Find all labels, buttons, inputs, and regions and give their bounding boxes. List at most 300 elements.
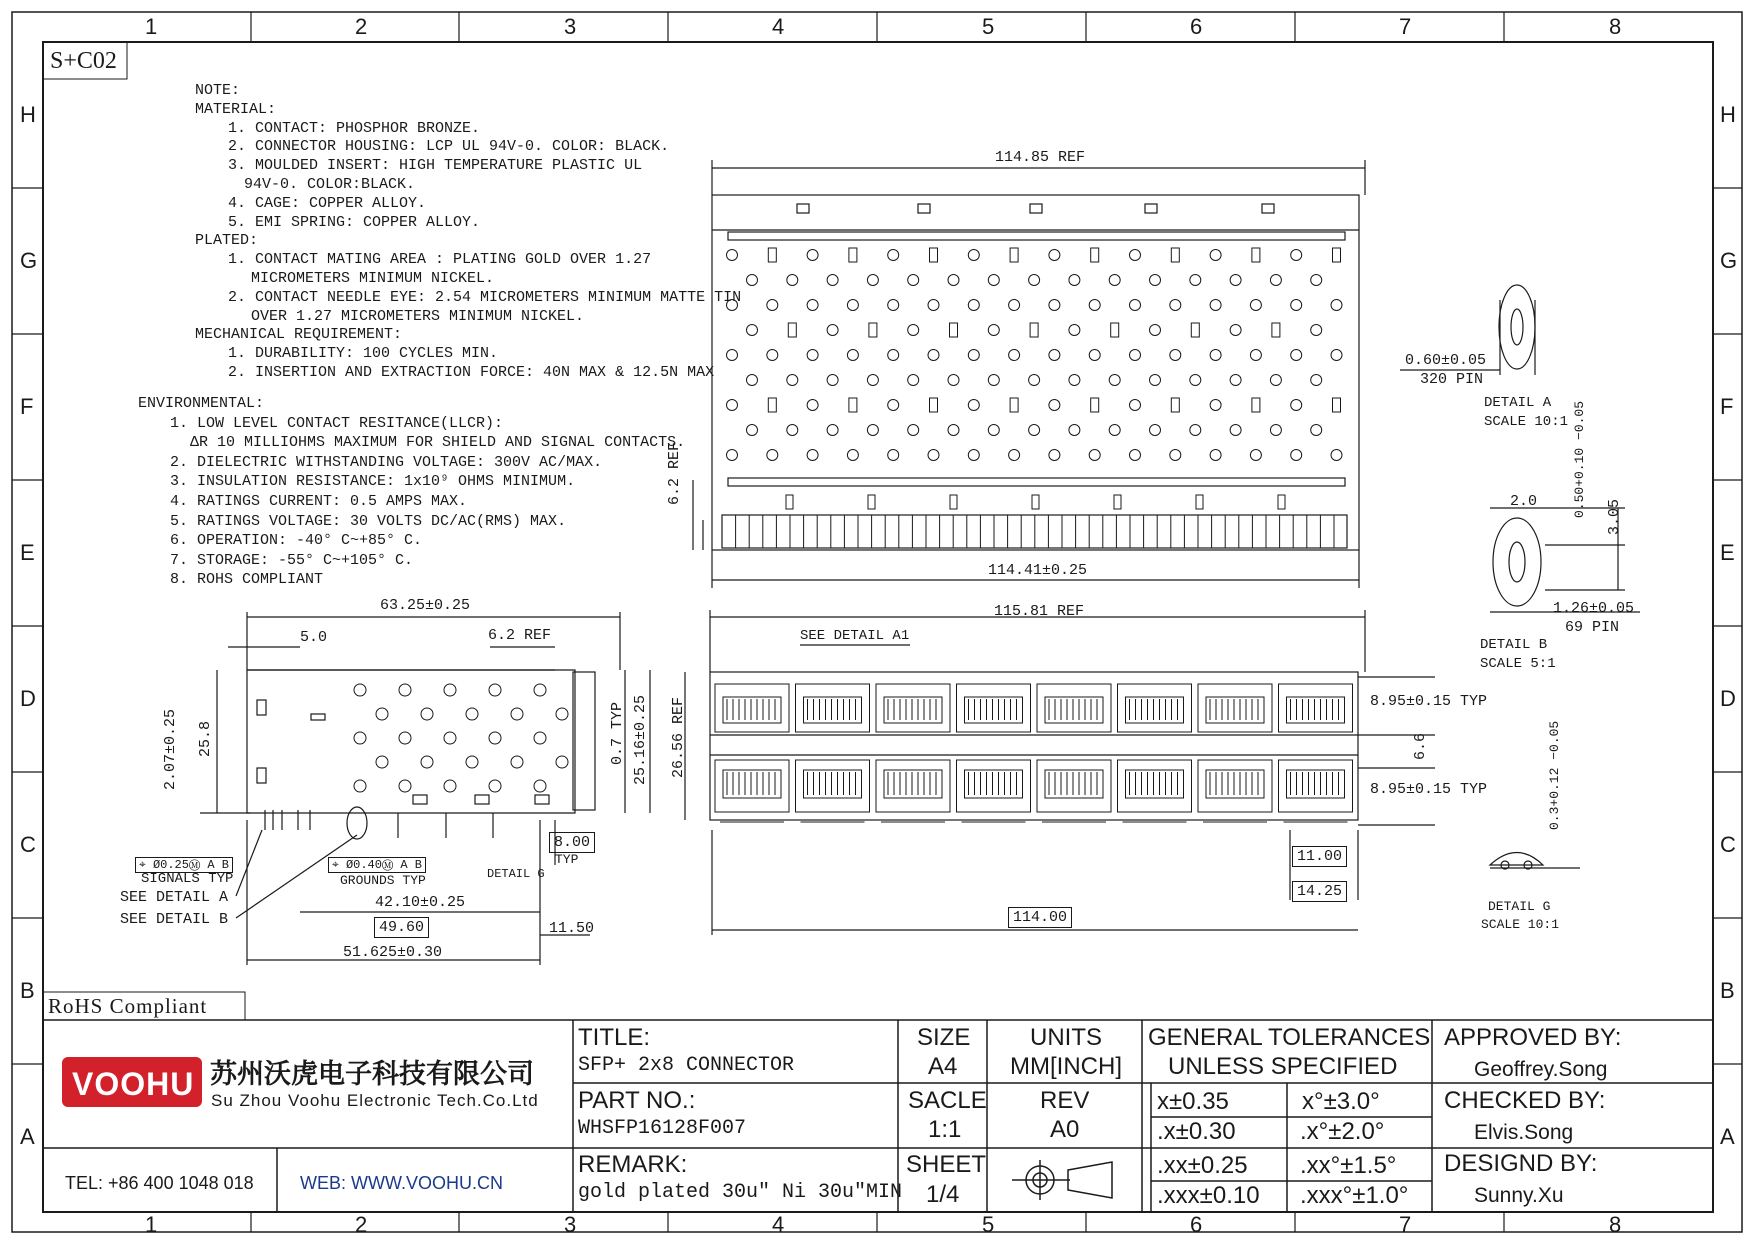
top-hole	[1230, 275, 1241, 286]
detail-g-dim: 0.3+0.12 −0.05	[1547, 720, 1562, 830]
port-lower	[1037, 760, 1111, 812]
approved-label: APPROVED BY:	[1444, 1024, 1622, 1051]
top-hole	[988, 375, 999, 386]
top-hole	[747, 325, 758, 336]
side-hole	[556, 708, 568, 720]
detail-b-20: 2.0	[1510, 493, 1538, 510]
detail-a-scale: SCALE 10:1	[1484, 414, 1569, 430]
grid-col-top-3: 3	[564, 14, 577, 39]
side-hole	[466, 756, 478, 768]
rev-label: REV	[1040, 1087, 1090, 1114]
top-hole	[968, 400, 979, 411]
top-hole	[908, 425, 919, 436]
port-upper	[715, 684, 789, 732]
top-hole	[807, 450, 818, 461]
tol-3: .x°±2.0°	[1300, 1118, 1385, 1145]
top-hole	[827, 325, 838, 336]
see-detail-a: SEE DETAIL A	[120, 889, 229, 906]
top-slot	[849, 398, 857, 412]
gen-tol-line-1: GENERAL TOLERANCES	[1148, 1024, 1431, 1051]
top-slot	[1333, 398, 1341, 412]
front-ref-dim: 115.81 REF	[994, 603, 1085, 620]
side-hole	[466, 708, 478, 720]
top-hole	[968, 300, 979, 311]
front-view-ports	[715, 684, 1353, 822]
port-lower-contacts	[1126, 770, 1184, 798]
port-upper-contacts	[1287, 697, 1345, 723]
grid-col-top-1: 1	[145, 14, 158, 39]
top-hole	[1130, 250, 1141, 261]
top-hole	[1210, 300, 1221, 311]
top-hole	[948, 425, 959, 436]
top-hole	[1089, 450, 1100, 461]
port-upper	[1198, 684, 1272, 732]
top-hole	[888, 350, 899, 361]
sheet-label: SHEET	[906, 1151, 987, 1178]
detail-b-scale: SCALE 5:1	[1480, 656, 1556, 672]
top-hole	[807, 300, 818, 311]
top-hole	[1190, 425, 1201, 436]
port-upper-contacts	[804, 697, 862, 723]
top-hole	[847, 350, 858, 361]
top-hole	[1109, 275, 1120, 286]
top-slot	[930, 398, 938, 412]
detail-b-050: 0.50+0.10 −0.05	[1572, 400, 1587, 518]
top-hole	[988, 275, 999, 286]
top-hole	[1250, 350, 1261, 361]
sheet-value: 1/4	[926, 1181, 960, 1208]
side-hole	[376, 756, 388, 768]
top-hole	[1210, 450, 1221, 461]
top-slot	[1252, 398, 1260, 412]
top-hole	[888, 450, 899, 461]
top-hole	[908, 375, 919, 386]
note-line-9: 1. CONTACT MATING AREA : PLATING GOLD OVER 1.27	[228, 251, 652, 269]
grid-row-left-3: E	[20, 540, 35, 565]
side-496-dim: 49.60	[374, 917, 429, 938]
top-hole	[727, 350, 738, 361]
grid-row-right-4: D	[1720, 686, 1736, 711]
side-len-dim: 63.25±0.25	[380, 597, 471, 614]
top-hole	[827, 425, 838, 436]
top-ref-dim: 114.85 REF	[995, 149, 1086, 166]
top-hole	[807, 250, 818, 261]
side-hole	[534, 732, 546, 744]
side-hole	[399, 684, 411, 696]
port-upper-contacts	[965, 697, 1023, 723]
front-895a-dim: 8.95±0.15 TYP	[1370, 693, 1488, 710]
grid-col-top-6: 6	[1190, 14, 1203, 39]
top-hole	[747, 275, 758, 286]
note-line-11: 2. CONTACT NEEDLE EYE: 2.54 MICROMETERS MINIMUM MATTE TIN	[228, 288, 742, 306]
grid-col-top-2: 2	[355, 14, 368, 39]
side-hole	[421, 756, 433, 768]
top-hole	[1170, 350, 1181, 361]
top-side-dim: 6.2 REF	[666, 441, 683, 505]
top-hole	[908, 275, 919, 286]
tol-4: .xx±0.25	[1157, 1152, 1248, 1179]
top-hole	[1009, 350, 1020, 361]
top-slot	[1171, 248, 1179, 262]
top-slot	[1333, 248, 1341, 262]
tol-7: .xxx°±1.0°	[1300, 1182, 1409, 1209]
side-42-dim: 42.10±0.25	[375, 894, 466, 911]
rohs-label: RoHS Compliant	[48, 994, 208, 1018]
grid-col-bottom-5: 5	[982, 1212, 995, 1237]
front-2656-dim: 26.56 REF	[670, 696, 687, 778]
top-hole	[1230, 325, 1241, 336]
side-50-dim: 5.0	[300, 629, 328, 646]
note-line-5: 94V-0. COLOR:BLACK.	[244, 176, 416, 193]
side-62-dim: 6.2 REF	[488, 627, 552, 644]
top-hole	[928, 450, 939, 461]
logo-text: VOOHU	[72, 1066, 195, 1102]
side-hole	[534, 684, 546, 696]
detail-b-305: 3.05	[1606, 498, 1623, 535]
top-hole	[1311, 425, 1322, 436]
side-hole	[354, 780, 366, 792]
grid-row-left-6: B	[20, 978, 35, 1003]
tol-2: .x±0.30	[1157, 1118, 1236, 1145]
grid-row-right-5: C	[1720, 832, 1736, 857]
detail-b-name: DETAIL B	[1480, 637, 1548, 653]
top-hole	[1291, 300, 1302, 311]
top-hole	[968, 350, 979, 361]
top-hole	[1250, 300, 1261, 311]
side-hole	[399, 732, 411, 744]
port-upper	[796, 684, 870, 732]
tol-1: x°±3.0°	[1302, 1088, 1380, 1115]
size-label: SIZE	[917, 1024, 971, 1051]
note-line-3: 2. CONNECTOR HOUSING: LCP UL 94V-0. COLOR: BLACK.	[228, 138, 670, 156]
top-hole	[1109, 375, 1120, 386]
top-hole	[767, 450, 778, 461]
top-hole	[787, 375, 798, 386]
top-hole	[1150, 275, 1161, 286]
port-lower	[796, 760, 870, 812]
port-lower-contacts	[1045, 770, 1103, 798]
grid-col-top-4: 4	[772, 14, 785, 39]
note-line-8: PLATED:	[195, 232, 259, 250]
detail-a-name: DETAIL A	[1484, 395, 1552, 411]
top-hole	[1130, 300, 1141, 311]
grid-col-top-8: 8	[1609, 14, 1622, 39]
note-line-16: ENVIRONMENTAL:	[138, 395, 265, 412]
top-hole	[1291, 250, 1302, 261]
top-hole	[807, 350, 818, 361]
top-hole	[867, 375, 878, 386]
top-slot	[1252, 248, 1260, 262]
top-hole	[1270, 375, 1281, 386]
top-view-holes	[727, 248, 1343, 461]
tel: TEL: +86 400 1048 018	[65, 1173, 254, 1193]
port-upper	[1037, 684, 1111, 732]
top-hole	[888, 300, 899, 311]
detail-a-dim: 0.60±0.05	[1405, 352, 1487, 369]
top-hole	[1049, 350, 1060, 361]
top-hole	[1170, 450, 1181, 461]
top-hole	[1331, 350, 1342, 361]
note-line-20: 3. INSULATION RESISTANCE: 1x10⁹ OHMS MINIMUM.	[170, 473, 576, 491]
grid-col-bottom-4: 4	[772, 1212, 785, 1237]
note-line-23: 6. OPERATION: -40° C~+85° C.	[170, 532, 423, 550]
tol-6: .xxx±0.10	[1157, 1182, 1260, 1209]
side-07-dim: 0.7 TYP	[609, 701, 626, 765]
scale-label: SACLE	[908, 1087, 987, 1114]
grounds-typ: GROUNDS TYP	[340, 873, 426, 888]
top-slot	[1010, 398, 1018, 412]
top-hole	[1311, 325, 1322, 336]
top-hole	[928, 350, 939, 361]
projection-symbol	[1012, 1160, 1112, 1200]
signals-typ: SIGNALS TYP	[141, 871, 234, 887]
top-hole	[988, 325, 999, 336]
revision-box-label: S+C02	[50, 48, 117, 74]
top-hole	[767, 350, 778, 361]
top-hole	[1190, 275, 1201, 286]
side-207-dim: 2.07±0.25	[162, 708, 179, 790]
top-hole	[1130, 350, 1141, 361]
top-hole	[1270, 425, 1281, 436]
grid-row-right-1: G	[1720, 248, 1738, 273]
top-hole	[747, 375, 758, 386]
top-hole	[1069, 275, 1080, 286]
top-hole	[1170, 300, 1181, 311]
top-hole	[827, 275, 838, 286]
grid-row-right-2: F	[1720, 394, 1734, 419]
grid-col-bottom-6: 6	[1190, 1212, 1203, 1237]
top-hole	[1150, 375, 1161, 386]
detail-a-pin: 320 PIN	[1420, 371, 1484, 388]
top-hole	[1089, 350, 1100, 361]
grounds-tol: ⌖ Ø0.40Ⓜ A B	[328, 857, 426, 873]
part-value: WHSFP16128F007	[578, 1117, 747, 1140]
port-lower	[1279, 760, 1353, 812]
side-1150-dim: 11.50	[549, 920, 595, 937]
top-hole	[1311, 375, 1322, 386]
top-hole	[1049, 400, 1060, 411]
top-slot	[1030, 323, 1038, 337]
detail-g-ref: DETAIL G	[487, 867, 545, 881]
front-895b-dim: 8.95±0.15 TYP	[1370, 781, 1488, 798]
top-latch	[1196, 495, 1203, 509]
top-slot	[1171, 398, 1179, 412]
company-name-cn: 苏州沃虎电子科技有限公司	[210, 1059, 534, 1090]
top-hole	[847, 450, 858, 461]
grid-col-bottom-1: 1	[145, 1212, 158, 1237]
port-upper	[876, 684, 950, 732]
port-lower	[876, 760, 950, 812]
top-hole	[827, 375, 838, 386]
port-upper-contacts	[1126, 697, 1184, 723]
designed-value: Sunny.Xu	[1474, 1184, 1564, 1207]
side-258-dim: 25.8	[197, 720, 214, 757]
top-hole	[727, 250, 738, 261]
side-hole	[556, 756, 568, 768]
grid-row-right-3: E	[1720, 540, 1735, 565]
side-51-dim: 51.625±0.30	[343, 944, 443, 961]
front-11400-dim: 114.00	[1008, 907, 1072, 928]
note-line-0: NOTE:	[195, 82, 241, 99]
top-hole	[1291, 400, 1302, 411]
side-hole	[511, 756, 523, 768]
port-upper-contacts	[884, 697, 942, 723]
side-hole	[399, 780, 411, 792]
port-lower-contacts	[723, 770, 781, 798]
signals-tol: ⌖ Ø0.25Ⓜ A B	[135, 857, 233, 873]
top-hole	[1130, 400, 1141, 411]
top-hole	[1029, 425, 1040, 436]
top-hole	[968, 250, 979, 261]
detail-g-name: DETAIL G	[1488, 899, 1551, 914]
note-line-24: 7. STORAGE: -55° C~+105° C.	[170, 551, 414, 569]
top-hole	[1230, 375, 1241, 386]
port-lower-contacts	[804, 770, 862, 798]
top-hole	[1210, 400, 1221, 411]
top-slot	[1191, 323, 1199, 337]
port-lower-contacts	[884, 770, 942, 798]
top-hole	[1210, 350, 1221, 361]
top-hole	[767, 300, 778, 311]
tol-5: .xx°±1.5°	[1300, 1152, 1397, 1179]
side-2516-dim: 25.16±0.25	[632, 694, 649, 785]
web: WEB: WWW.VOOHU.CN	[300, 1173, 503, 1193]
top-hole	[1009, 450, 1020, 461]
top-slot	[1272, 323, 1280, 337]
front-1425-dim: 14.25	[1292, 881, 1347, 902]
note-line-17: 1. LOW LEVEL CONTACT RESITANCE(LLCR):	[170, 414, 504, 432]
side-hole	[444, 684, 456, 696]
part-label: PART NO.:	[578, 1087, 696, 1114]
scale-value: 1:1	[928, 1116, 962, 1143]
note-line-7: 5. EMI SPRING: COPPER ALLOY.	[228, 213, 481, 231]
top-slot	[768, 398, 776, 412]
side-hole	[444, 732, 456, 744]
port-upper-contacts	[1045, 697, 1103, 723]
top-slot	[950, 323, 958, 337]
top-hole	[1311, 275, 1322, 286]
top-latch	[1114, 495, 1121, 509]
grid-row-right-6: B	[1720, 978, 1735, 1003]
top-hole	[1029, 275, 1040, 286]
top-latch	[950, 495, 957, 509]
remark-value: gold plated 30u" Ni 30u"MIN	[578, 1181, 903, 1204]
side-hole	[421, 708, 433, 720]
note-line-25: 8. ROHS COMPLIANT	[170, 571, 324, 589]
see-detail-a1: SEE DETAIL A1	[800, 628, 910, 644]
top-hole	[1029, 375, 1040, 386]
top-hole	[1150, 425, 1161, 436]
units-label: UNITS	[1030, 1024, 1102, 1051]
top-hole	[1069, 425, 1080, 436]
grid-col-bottom-2: 2	[355, 1212, 368, 1237]
side-hole	[489, 780, 501, 792]
top-hole	[807, 400, 818, 411]
title-label: TITLE:	[578, 1024, 651, 1051]
top-slot	[1091, 398, 1099, 412]
top-hole	[787, 425, 798, 436]
top-hole	[747, 425, 758, 436]
top-latch	[786, 495, 793, 509]
note-line-12: OVER 1.27 MICROMETERS MINIMUM NICKEL.	[251, 307, 585, 325]
note-line-22: 5. RATINGS VOLTAGE: 30 VOLTS DC/AC(RMS) MAX.	[170, 512, 567, 530]
top-hole	[908, 325, 919, 336]
side-800-dim: 8.00	[549, 832, 595, 853]
top-slot	[1091, 248, 1099, 262]
port-upper	[1279, 684, 1353, 732]
grid-col-top-7: 7	[1399, 14, 1412, 39]
side-view-holes	[354, 684, 568, 792]
side-hole	[354, 732, 366, 744]
top-hole	[1009, 300, 1020, 311]
note-line-15: 2. INSERTION AND EXTRACTION FORCE: 40N MAX & 12.5N MAX	[228, 364, 715, 381]
note-line-1: MATERIAL:	[195, 100, 277, 118]
top-hole	[888, 250, 899, 261]
side-hole	[354, 684, 366, 696]
top-slot	[930, 248, 938, 262]
grid-row-right-7: A	[1720, 1124, 1735, 1149]
top-hole	[1331, 450, 1342, 461]
top-view-teeth	[722, 495, 1334, 548]
title-value: SFP+ 2x8 CONNECTOR	[578, 1054, 795, 1077]
note-line-10: MICROMETERS MINIMUM NICKEL.	[251, 270, 495, 287]
top-slot	[1010, 248, 1018, 262]
port-upper	[1118, 684, 1192, 732]
top-hole	[1230, 425, 1241, 436]
side-hole	[534, 780, 546, 792]
top-hole	[867, 275, 878, 286]
top-hole	[968, 450, 979, 461]
top-hole	[1069, 325, 1080, 336]
top-hole	[1210, 250, 1221, 261]
remark-label: REMARK:	[578, 1151, 688, 1178]
top-hole	[928, 300, 939, 311]
side-hole	[376, 708, 388, 720]
grid-row-left-7: A	[20, 1124, 35, 1149]
side-hole	[511, 708, 523, 720]
top-hole	[1049, 250, 1060, 261]
top-hole	[888, 400, 899, 411]
grid-row-left-4: D	[20, 686, 36, 711]
grid-col-bottom-7: 7	[1399, 1212, 1412, 1237]
top-latch	[868, 495, 875, 509]
size-value: A4	[928, 1053, 958, 1080]
note-line-14: 1. DURABILITY: 100 CYCLES MIN.	[228, 345, 499, 363]
detail-b-pin: 69 PIN	[1565, 619, 1620, 636]
checked-label: CHECKED BY:	[1444, 1087, 1606, 1114]
port-lower-contacts	[965, 770, 1023, 798]
top-hole	[1291, 450, 1302, 461]
side-typ-dim: TYP	[555, 852, 579, 867]
company-name-en: Su Zhou Voohu Electronic Tech.Co.Ltd	[211, 1091, 539, 1110]
note-line-4: 3. MOULDED INSERT: HIGH TEMPERATURE PLASTIC UL	[228, 157, 643, 175]
top-hole	[1270, 275, 1281, 286]
approved-value: Geoffrey.Song	[1474, 1058, 1608, 1081]
port-lower	[1198, 760, 1272, 812]
grid-row-left-1: G	[20, 248, 38, 273]
note-line-18: ΔR 10 MILLIOHMS MAXIMUM FOR SHIELD AND SIGNAL CONTACTS.	[190, 434, 686, 452]
top-hole	[847, 300, 858, 311]
top-hole	[1109, 425, 1120, 436]
top-latch	[1278, 495, 1285, 509]
grid-col-bottom-3: 3	[564, 1212, 577, 1237]
grid-col-bottom-8: 8	[1609, 1212, 1622, 1237]
top-hole	[1069, 375, 1080, 386]
top-hole	[1291, 350, 1302, 361]
note-line-21: 4. RATINGS CURRENT: 0.5 AMPS MAX.	[170, 493, 468, 510]
top-slot	[788, 323, 796, 337]
top-view	[693, 160, 1365, 588]
